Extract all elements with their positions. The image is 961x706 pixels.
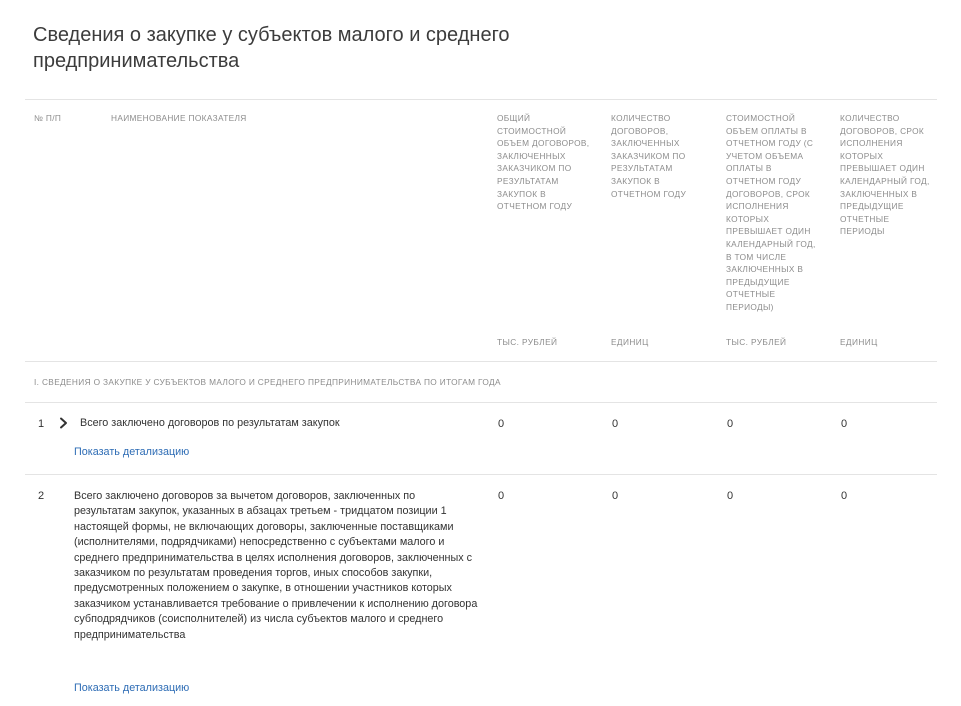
- header-num: № П/П: [34, 113, 62, 123]
- chevron-right-icon[interactable]: [58, 417, 70, 429]
- header-payment-volume: СТОИМОСТНОЙ ОБЪЕМ ОПЛАТЫ В ОТЧЕТНОМ ГОДУ (С УЧЕТОМ ОБЪЕМА ОПЛАТЫ В ОТЧЕТНОМ ГОДУ ДОГОВОРОВ, СРОК ИСПОЛНЕНИЯ КОТОРЫХ ПРЕВЫШАЕТ ОДИН КАЛЕНДАРНЫЙ ГОД, В ТОМ ЧИСЛЕ ЗАКЛЮЧЕННЫХ В ПРЕДЫДУЩИЕ ОТЧЕТНЫЕ ПЕРИОДЫ): [726, 113, 816, 312]
- section-divider: [25, 402, 937, 403]
- row-value-multiyear-contract-count: 0: [841, 490, 848, 502]
- row-number: 2: [38, 490, 45, 502]
- unit-multiyear-contract-count: ЕДИНИЦ: [840, 337, 878, 347]
- header-total-volume: ОБЩИЙ СТОИМОСТНОЙ ОБЪЕМ ДОГОВОРОВ, ЗАКЛЮЧЕННЫХ ЗАКАЗЧИКОМ ПО РЕЗУЛЬТАТАМ ЗАКУПОК В ОТЧЕТНОМ ГОДУ: [497, 113, 590, 212]
- header-bottom-divider: [25, 361, 937, 362]
- header-name: НАИМЕНОВАНИЕ ПОКАЗАТЕЛЯ: [111, 113, 247, 123]
- row-divider: [25, 474, 937, 475]
- show-details-link[interactable]: Показать детализацию: [74, 446, 190, 458]
- row-value-total-volume: 0: [498, 490, 505, 502]
- header-multiyear-contract-count: КОЛИЧЕСТВО ДОГОВОРОВ, СРОК ИСПОЛНЕНИЯ КОТОРЫХ ПРЕВЫШАЕТ ОДИН КАЛЕНДАРНЫЙ ГОД, ЗАКЛЮЧЕННЫХ В ПРЕДЫДУЩИЕ ОТЧЕТНЫЕ ПЕРИОДЫ: [840, 113, 930, 237]
- row-name: Всего заключено договоров за вычетом договоров, заключенных по результатам закупок, указанных в абзацах третьем - тридцатом позиции 1 настоящей формы, не включающих договоры, заключенные поставщиками (исполнителями, подрядчиками) непосредственно с субъектами малого и среднего предпринимательства в целях исполнения договоров, заключенных с заказчиком по результатам проведения торгов, иных способов закупки, предусмотренных положением о закупке, в отношении участников которых заказчиком устанавливается требование о привлечении к исполнению договора субподрядчиков (соисполнителей) из числа субъектов малого и среднего предпринимательства: [74, 490, 478, 641]
- table-top-divider: [25, 99, 937, 100]
- section-title: I. СВЕДЕНИЯ О ЗАКУПКЕ У СУБЪЕКТОВ МАЛОГО И СРЕДНЕГО ПРЕДПРИНИМАТЕЛЬСТВА ПО ИТОГАМ ГОДА: [34, 377, 501, 387]
- row-number: 1: [38, 418, 45, 430]
- page-title: Сведения о закупке у субъектов малого и среднего предпринимательства: [33, 24, 510, 72]
- row-value-contract-count: 0: [612, 418, 619, 430]
- unit-contract-count: ЕДИНИЦ: [611, 337, 649, 347]
- show-details-link[interactable]: Показать детализацию: [74, 682, 190, 694]
- header-contract-count: КОЛИЧЕСТВО ДОГОВОРОВ, ЗАКЛЮЧЕННЫХ ЗАКАЗЧИКОМ ПО РЕЗУЛЬТАТАМ ЗАКУПОК В ОТЧЕТНОМ ГОДУ: [611, 113, 687, 199]
- row-value-contract-count: 0: [612, 490, 619, 502]
- row-value-multiyear-contract-count: 0: [841, 418, 848, 430]
- row-value-payment-volume: 0: [727, 490, 734, 502]
- unit-total-volume: ТЫС. РУБЛЕЙ: [497, 337, 558, 347]
- row-value-payment-volume: 0: [727, 418, 734, 430]
- row-value-total-volume: 0: [498, 418, 505, 430]
- unit-payment-volume: ТЫС. РУБЛЕЙ: [726, 337, 787, 347]
- row-name: Всего заключено договоров по результатам закупок: [80, 417, 340, 429]
